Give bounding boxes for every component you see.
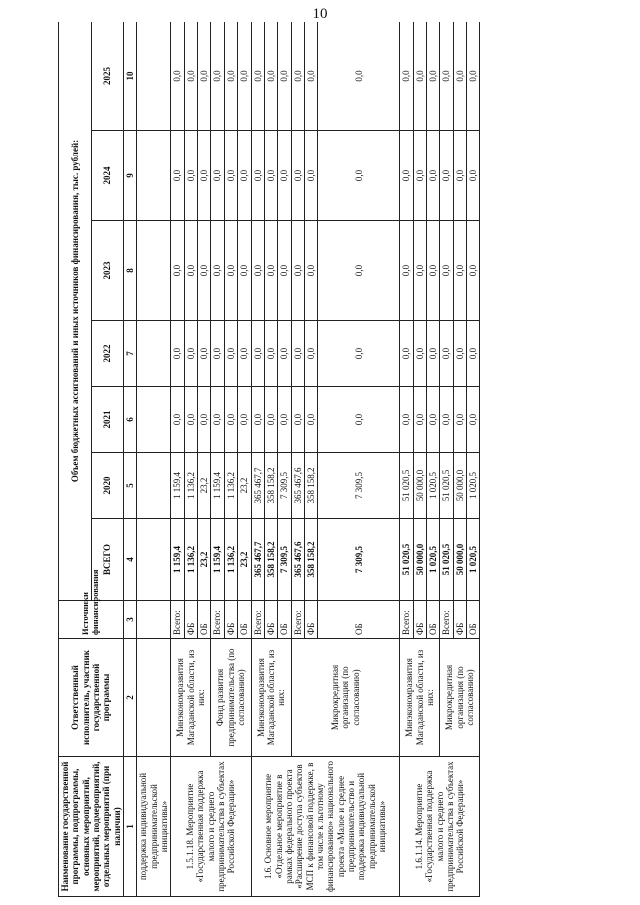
value-cell: 0,0 bbox=[453, 22, 466, 131]
header-year: 2022 bbox=[91, 321, 124, 387]
header-name: Наименование государственной программы, подпрограммы, основных мероприятий, мероприятий, подмероприятий, отдельных мероприятий (при наличии) bbox=[59, 757, 124, 897]
total-cell: 365 467,7 bbox=[251, 519, 264, 601]
value-cell: 0,0 bbox=[440, 387, 453, 453]
value-cell: 0,0 bbox=[238, 22, 251, 131]
measure-name: 1.6.1.14. Мероприятие «Государственная поддержка малого и среднего предпринимательства в субъектах Российской Федерации» bbox=[400, 757, 480, 897]
value-cell: 0,0 bbox=[291, 221, 304, 321]
total-cell: 358 158,2 bbox=[264, 519, 277, 601]
value-cell: 358 158,2 bbox=[264, 453, 277, 519]
value-cell: 0,0 bbox=[400, 22, 413, 131]
value-cell: 23,2 bbox=[238, 453, 251, 519]
value-cell: 0,0 bbox=[466, 131, 479, 221]
source-cell: ФБ bbox=[184, 601, 197, 639]
total-cell: 1 136,2 bbox=[224, 519, 237, 601]
value-cell: 1 159,4 bbox=[171, 453, 184, 519]
total-cell: 7 309,5 bbox=[318, 519, 400, 601]
header-executor: Ответственный исполнитель, участник государственной программы bbox=[59, 639, 124, 757]
measure-name: 1.5.1.18. Мероприятие «Государственная поддержка малого и среднего предпринимательства в субъектах Российской Федерации» bbox=[171, 757, 251, 897]
value-cell: 0,0 bbox=[453, 221, 466, 321]
source-cell: Всего: bbox=[251, 601, 264, 639]
value-cell: 0,0 bbox=[318, 22, 400, 131]
value-cell: 0,0 bbox=[453, 321, 466, 387]
value-cell: 0,0 bbox=[453, 131, 466, 221]
source-cell: Всего: bbox=[211, 601, 224, 639]
value-cell: 0,0 bbox=[238, 131, 251, 221]
executor-cell: Минэкономразвития Магаданской области, из них: bbox=[171, 639, 211, 757]
value-cell: 0,0 bbox=[251, 221, 264, 321]
value-cell: 0,0 bbox=[440, 131, 453, 221]
value-cell: 0,0 bbox=[224, 131, 237, 221]
value-cell: 0,0 bbox=[413, 22, 426, 131]
value-cell: 50 000,0 bbox=[413, 453, 426, 519]
value-cell: 0,0 bbox=[318, 131, 400, 221]
value-cell: 0,0 bbox=[238, 221, 251, 321]
index-cell: 7 bbox=[124, 321, 137, 387]
index-cell: 1 bbox=[124, 757, 137, 897]
source-cell: ОБ bbox=[198, 601, 211, 639]
total-cell: 23,2 bbox=[238, 519, 251, 601]
value-cell: 0,0 bbox=[466, 387, 479, 453]
value-cell: 0,0 bbox=[318, 321, 400, 387]
value-cell: 1 159,4 bbox=[211, 453, 224, 519]
index-cell: 3 bbox=[124, 601, 137, 639]
value-cell: 0,0 bbox=[211, 387, 224, 453]
value-cell: 0,0 bbox=[466, 221, 479, 321]
value-cell: 0,0 bbox=[440, 221, 453, 321]
value-cell: 0,0 bbox=[413, 131, 426, 221]
value-cell: 0,0 bbox=[171, 387, 184, 453]
value-cell: 0,0 bbox=[304, 221, 317, 321]
value-cell: 0,0 bbox=[466, 22, 479, 131]
total-cell: 7 309,5 bbox=[278, 519, 291, 601]
total-cell: 358 158,2 bbox=[304, 519, 317, 601]
value-cell: 0,0 bbox=[413, 221, 426, 321]
value-cell: 0,0 bbox=[400, 131, 413, 221]
source-cell: Всего: bbox=[291, 601, 304, 639]
value-cell: 0,0 bbox=[251, 131, 264, 221]
value-cell: 0,0 bbox=[238, 321, 251, 387]
executor-cell: Микрокредитная организация (по согласованию) bbox=[291, 639, 400, 757]
value-cell: 0,0 bbox=[453, 387, 466, 453]
value-cell: 0,0 bbox=[224, 22, 237, 131]
value-cell: 0,0 bbox=[198, 387, 211, 453]
header-source: Источники финансирования bbox=[59, 601, 124, 639]
value-cell: 0,0 bbox=[198, 22, 211, 131]
header-year: 2023 bbox=[91, 221, 124, 321]
value-cell: 0,0 bbox=[318, 387, 400, 453]
page-number: 10 bbox=[312, 6, 328, 22]
source-cell: ОБ bbox=[426, 601, 439, 639]
value-cell: 0,0 bbox=[278, 387, 291, 453]
value-cell: 0,0 bbox=[171, 221, 184, 321]
financing-table bbox=[58, 22, 480, 897]
value-cell: 0,0 bbox=[264, 221, 277, 321]
header-funding-group: Объем бюджетных ассигнований и иных источников финансирования, тыс. рублей: bbox=[59, 22, 92, 601]
header-year: 2021 bbox=[91, 387, 124, 453]
source-cell: Всего: bbox=[440, 601, 453, 639]
value-cell: 0,0 bbox=[184, 131, 197, 221]
measure-name: 1.6. Основное мероприятие «Отдельное мероприятие в рамках федерального проекта «Расширение доступа субъектов МСП к финансовой поддержке, в том числе к льготному финансированию» национального проекта «Малое и среднее предпринимательство и поддержка индивидуальной предпринимательской инициативы» bbox=[251, 757, 400, 897]
value-cell: 0,0 bbox=[413, 387, 426, 453]
source-cell: ОБ bbox=[238, 601, 251, 639]
total-cell: 1 020,5 bbox=[426, 519, 439, 601]
value-cell: 0,0 bbox=[171, 22, 184, 131]
value-cell: 1 020,5 bbox=[426, 453, 439, 519]
value-cell: 0,0 bbox=[171, 131, 184, 221]
rotated-table-container bbox=[58, 22, 588, 897]
value-cell: 0,0 bbox=[211, 221, 224, 321]
source-cell: ФБ bbox=[413, 601, 426, 639]
executor-cell: Минэкономразвития Магаданской области, из них: bbox=[400, 639, 440, 757]
value-cell: 0,0 bbox=[184, 22, 197, 131]
value-cell: 0,0 bbox=[304, 22, 317, 131]
total-cell: 1 136,2 bbox=[184, 519, 197, 601]
value-cell: 0,0 bbox=[440, 321, 453, 387]
value-cell: 0,0 bbox=[400, 321, 413, 387]
value-cell: 0,0 bbox=[224, 387, 237, 453]
source-cell: ФБ bbox=[224, 601, 237, 639]
measure-name: поддержка индивидуальной предпринимательской инициативы» bbox=[137, 757, 171, 897]
value-cell: 0,0 bbox=[304, 387, 317, 453]
rotated-page-area bbox=[58, 22, 640, 897]
index-cell: 5 bbox=[124, 453, 137, 519]
value-cell: 50 000,0 bbox=[453, 453, 466, 519]
total-cell: 1 159,4 bbox=[211, 519, 224, 601]
header-year: 2024 bbox=[91, 131, 124, 221]
executor-cell: Фонд развития предпринимательства (по согласованию) bbox=[211, 639, 251, 757]
value-cell: 0,0 bbox=[400, 221, 413, 321]
index-cell: 9 bbox=[124, 131, 137, 221]
total-cell: 23,2 bbox=[198, 519, 211, 601]
value-cell: 365 467,6 bbox=[291, 453, 304, 519]
value-cell: 0,0 bbox=[184, 321, 197, 387]
index-cell: 8 bbox=[124, 221, 137, 321]
value-cell: 0,0 bbox=[413, 321, 426, 387]
value-cell: 0,0 bbox=[426, 387, 439, 453]
value-cell: 0,0 bbox=[184, 221, 197, 321]
value-cell: 0,0 bbox=[426, 321, 439, 387]
value-cell: 1 136,2 bbox=[184, 453, 197, 519]
header-year: 2020 bbox=[91, 453, 124, 519]
value-cell: 0,0 bbox=[264, 321, 277, 387]
total-cell: 50 000,0 bbox=[413, 519, 426, 601]
total-cell: 51 020,5 bbox=[400, 519, 413, 601]
value-cell: 0,0 bbox=[198, 221, 211, 321]
total-cell: 51 020,5 bbox=[440, 519, 453, 601]
index-cell: 4 bbox=[124, 519, 137, 601]
value-cell: 358 158,2 bbox=[304, 453, 317, 519]
value-cell: 0,0 bbox=[440, 22, 453, 131]
index-cell: 10 bbox=[124, 22, 137, 131]
value-cell: 0,0 bbox=[211, 131, 224, 221]
source-cell: Всего: bbox=[400, 601, 413, 639]
value-cell: 0,0 bbox=[304, 131, 317, 221]
executor-cell: Микрокредитная организация (по согласованию) bbox=[440, 639, 480, 757]
header-total: ВСЕГО bbox=[91, 519, 124, 601]
value-cell: 365 467,7 bbox=[251, 453, 264, 519]
source-cell: ФБ bbox=[453, 601, 466, 639]
value-cell: 0,0 bbox=[224, 321, 237, 387]
header-year: 2025 bbox=[91, 22, 124, 131]
source-cell: ФБ bbox=[264, 601, 277, 639]
value-cell: 0,0 bbox=[211, 321, 224, 387]
value-cell: 0,0 bbox=[400, 387, 413, 453]
value-cell: 0,0 bbox=[291, 321, 304, 387]
value-cell: 0,0 bbox=[211, 22, 224, 131]
source-cell: ОБ bbox=[466, 601, 479, 639]
value-cell: 0,0 bbox=[198, 321, 211, 387]
total-cell: 50 000,0 bbox=[453, 519, 466, 601]
value-cell: 23,2 bbox=[198, 453, 211, 519]
value-cell: 7 309,5 bbox=[278, 453, 291, 519]
value-cell: 0,0 bbox=[224, 221, 237, 321]
value-cell: 0,0 bbox=[278, 221, 291, 321]
index-cell: 6 bbox=[124, 387, 137, 453]
value-cell: 1 136,2 bbox=[224, 453, 237, 519]
value-cell: 0,0 bbox=[264, 22, 277, 131]
value-cell: 0,0 bbox=[171, 321, 184, 387]
value-cell: 0,0 bbox=[318, 221, 400, 321]
value-cell: 0,0 bbox=[184, 387, 197, 453]
total-cell: 1 020,5 bbox=[466, 519, 479, 601]
value-cell: 51 020,5 bbox=[440, 453, 453, 519]
value-cell: 0,0 bbox=[198, 131, 211, 221]
value-cell: 0,0 bbox=[291, 387, 304, 453]
executor-cell: Минэкономразвития Магаданской области, из них: bbox=[251, 639, 291, 757]
value-cell: 51 020,5 bbox=[400, 453, 413, 519]
value-cell: 0,0 bbox=[251, 387, 264, 453]
total-cell: 1 159,4 bbox=[171, 519, 184, 601]
value-cell: 0,0 bbox=[251, 22, 264, 131]
value-cell: 0,0 bbox=[278, 321, 291, 387]
value-cell: 0,0 bbox=[264, 131, 277, 221]
value-cell: 0,0 bbox=[238, 387, 251, 453]
value-cell: 0,0 bbox=[251, 321, 264, 387]
value-cell: 0,0 bbox=[466, 321, 479, 387]
source-cell: ОБ bbox=[278, 601, 291, 639]
value-cell: 0,0 bbox=[304, 321, 317, 387]
index-cell: 2 bbox=[124, 639, 137, 757]
value-cell: 0,0 bbox=[264, 387, 277, 453]
source-cell: ФБ bbox=[304, 601, 317, 639]
value-cell: 0,0 bbox=[278, 22, 291, 131]
value-cell: 0,0 bbox=[291, 22, 304, 131]
value-cell: 0,0 bbox=[278, 131, 291, 221]
value-cell: 0,0 bbox=[426, 131, 439, 221]
total-cell: 365 467,6 bbox=[291, 519, 304, 601]
value-cell: 1 020,5 bbox=[466, 453, 479, 519]
source-cell: ОБ bbox=[318, 601, 400, 639]
source-cell: Всего: bbox=[171, 601, 184, 639]
value-cell: 0,0 bbox=[291, 131, 304, 221]
value-cell: 0,0 bbox=[426, 22, 439, 131]
value-cell: 0,0 bbox=[426, 221, 439, 321]
value-cell: 7 309,5 bbox=[318, 453, 400, 519]
